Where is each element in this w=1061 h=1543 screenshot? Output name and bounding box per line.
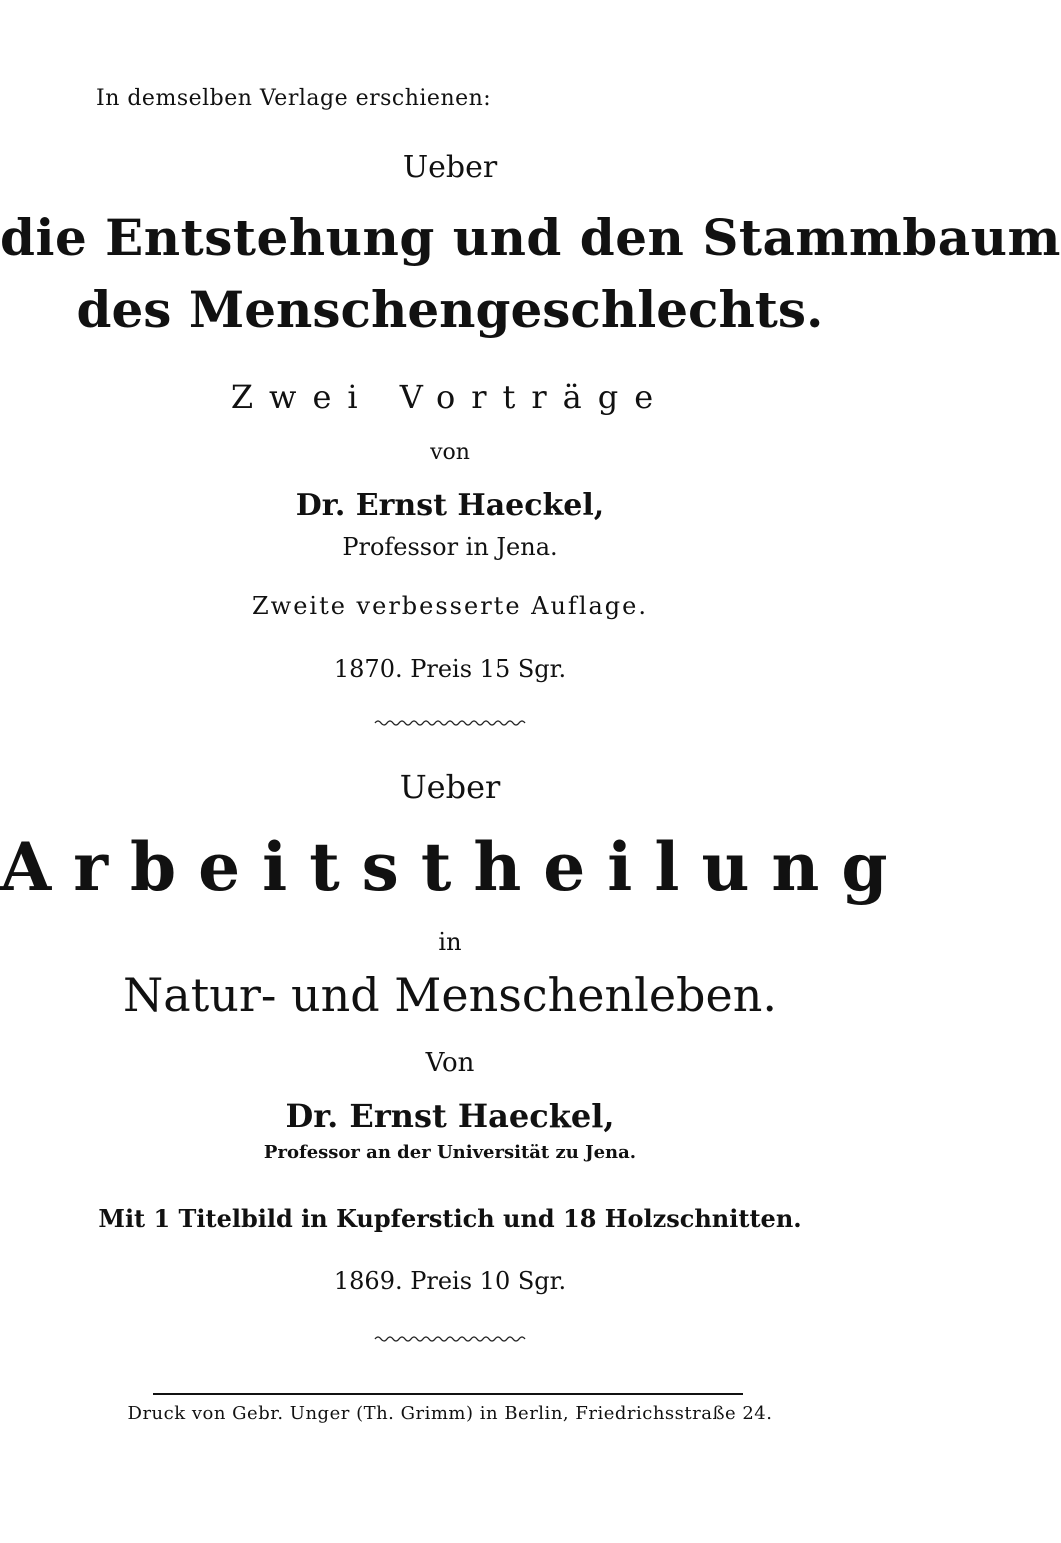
book1-ueber: Ueber — [402, 150, 498, 185]
book2-title: Arbeitstheilung — [0, 828, 910, 906]
book1-position: Professor in Jena. — [342, 533, 558, 561]
ornament-divider — [0, 1330, 900, 1349]
book1-edition: Zweite verbesserte Auflage. — [251, 592, 648, 620]
book1-price: 1870. Preis 15 Sgr. — [333, 655, 567, 683]
book1-title-line2: des Menschengeschlechts. — [76, 280, 824, 339]
book1-author: Dr. Ernst Haeckel, — [295, 488, 605, 523]
book1-title-line1: die Entstehung und den Stammbaum — [0, 208, 1061, 267]
horizontal-rule — [153, 1393, 743, 1395]
book1-von: von — [430, 440, 470, 465]
ornament-divider — [0, 714, 900, 733]
book2-price: 1869. Preis 10 Sgr. — [333, 1267, 567, 1295]
book2-von: Von — [425, 1048, 475, 1078]
book2-illustrations: Mit 1 Titelbild in Kupferstich und 18 Holzschnitten. — [98, 1204, 802, 1233]
book1-subtitle: Zwei Vorträge — [230, 378, 670, 416]
book2-position: Professor an der Universität zu Jena. — [263, 1142, 637, 1163]
printer-imprint: Druck von Gebr. Unger (Th. Grimm) in Berlin, Friedrichsstraße 24. — [127, 1403, 773, 1424]
book2-author: Dr. Ernst Haeckel, — [285, 1097, 615, 1135]
book2-ueber: Ueber — [399, 768, 501, 806]
intro-text: In demselben Verlage erschienen: — [96, 86, 492, 111]
book2-in: in — [438, 928, 462, 956]
book2-title-line2: Natur- und Menschenleben. — [123, 968, 777, 1022]
